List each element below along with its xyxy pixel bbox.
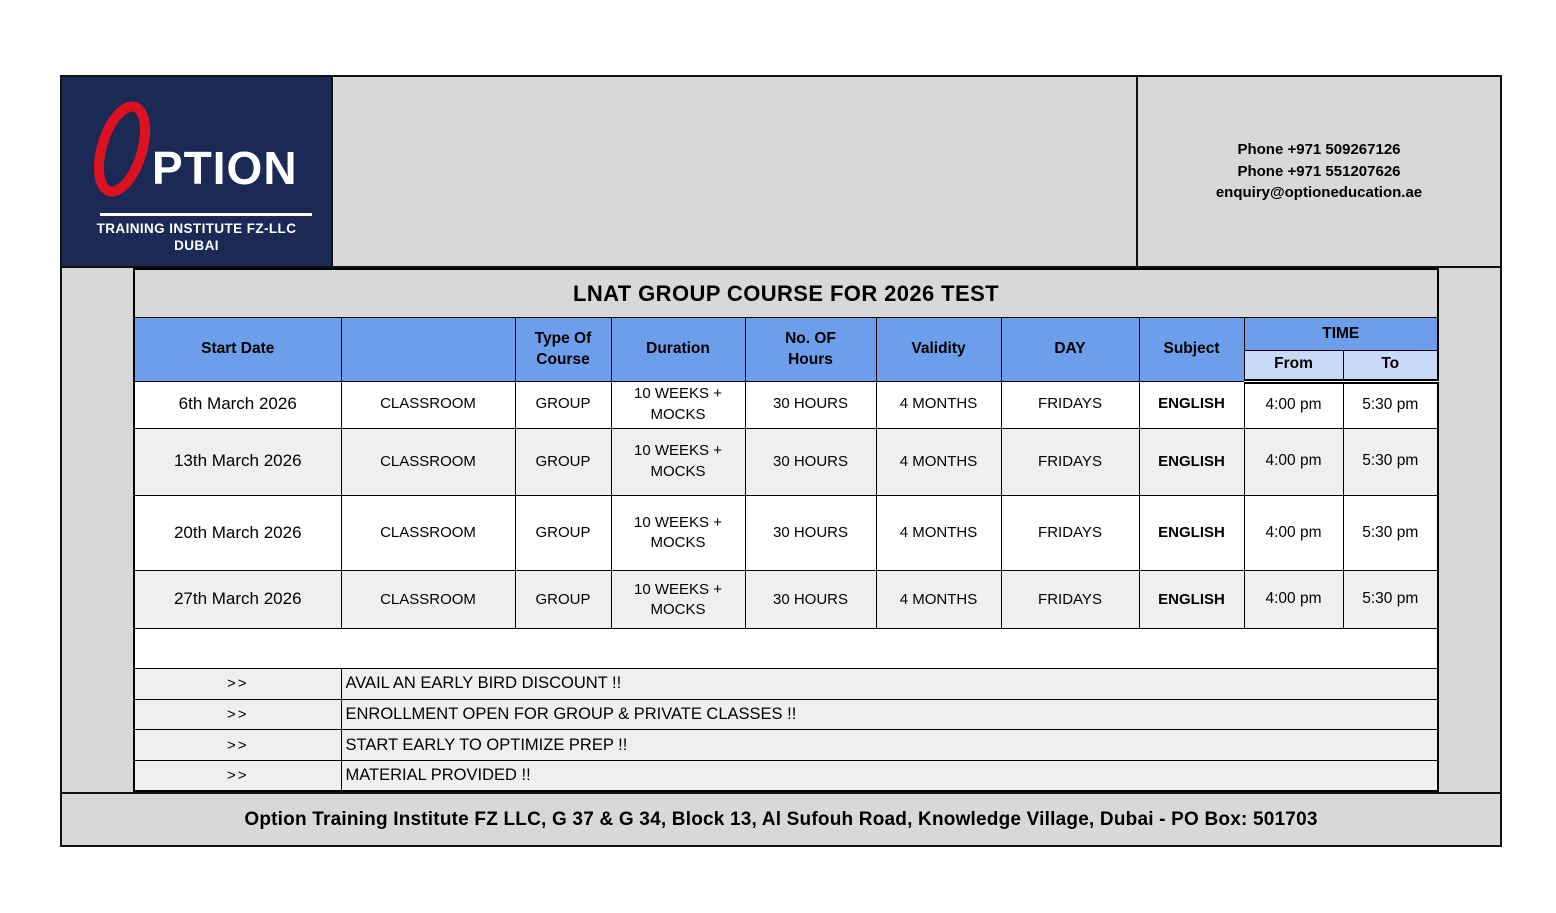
header-band bbox=[62, 77, 1500, 268]
cell-type-of-course: GROUP bbox=[515, 571, 611, 629]
cell-no-of-hours: 30 HOURS bbox=[745, 381, 876, 428]
logo-block bbox=[62, 77, 333, 266]
table-title-row bbox=[134, 269, 1438, 318]
cell-time-to: 5:30 pm bbox=[1343, 571, 1438, 629]
column-header-to: To bbox=[1343, 351, 1438, 382]
logo-subtitle-line2: DUBAI bbox=[174, 238, 219, 253]
column-header-mode bbox=[341, 318, 515, 381]
note-row bbox=[134, 730, 1438, 761]
contact-info bbox=[1136, 77, 1500, 266]
column-header-type-of-course: Type Of Course bbox=[515, 318, 611, 381]
option-o-icon bbox=[92, 99, 152, 199]
column-header-no-of-hours: No. OF Hours bbox=[745, 318, 876, 381]
footer-band bbox=[62, 792, 1500, 845]
note-text: START EARLY TO OPTIMIZE PREP !! bbox=[341, 730, 1438, 761]
logo-divider bbox=[100, 213, 312, 216]
column-header-row bbox=[134, 318, 1438, 351]
cell-duration: 10 WEEKS + MOCKS bbox=[611, 495, 745, 570]
cell-day: FRIDAYS bbox=[1001, 381, 1139, 428]
email-line: enquiry@optioneducation.ae bbox=[1215, 184, 1423, 202]
cell-duration: 10 WEEKS + MOCKS bbox=[611, 571, 745, 629]
cell-validity: 4 MONTHS bbox=[876, 428, 1001, 495]
cell-time-to: 5:30 pm bbox=[1343, 428, 1438, 495]
cell-type-of-course: GROUP bbox=[515, 495, 611, 570]
left-margin bbox=[62, 268, 133, 792]
cell-type-of-course: GROUP bbox=[515, 381, 611, 428]
cell-time-from: 4:00 pm bbox=[1244, 428, 1343, 495]
cell-no-of-hours: 30 HOURS bbox=[745, 428, 876, 495]
column-header-start-date: Start Date bbox=[134, 318, 341, 381]
footer-address: Option Training Institute FZ LLC, G 37 & G 34, Block 13, Al Sufouh Road, Knowledge Village, Dubai - PO Box: 501703 bbox=[244, 808, 1318, 830]
cell-validity: 4 MONTHS bbox=[876, 571, 1001, 629]
cell-time-from: 4:00 pm bbox=[1244, 381, 1343, 428]
cell-mode: CLASSROOM bbox=[341, 571, 515, 629]
schedule-table bbox=[133, 268, 1439, 792]
column-header-day: DAY bbox=[1001, 318, 1139, 381]
cell-day: FRIDAYS bbox=[1001, 571, 1139, 629]
note-row bbox=[134, 760, 1438, 791]
cell-start-date: 6th March 2026 bbox=[134, 381, 341, 428]
cell-validity: 4 MONTHS bbox=[876, 381, 1001, 428]
note-marker: >> bbox=[134, 730, 341, 761]
cell-mode: CLASSROOM bbox=[341, 381, 515, 428]
note-text: MATERIAL PROVIDED !! bbox=[341, 760, 1438, 791]
header-spacer bbox=[333, 77, 1136, 266]
cell-subject: ENGLISH bbox=[1139, 428, 1244, 495]
cell-mode: CLASSROOM bbox=[341, 428, 515, 495]
cell-time-from: 4:00 pm bbox=[1244, 571, 1343, 629]
table-row bbox=[134, 381, 1438, 428]
logo-subtitle-line1: TRAINING INSTITUTE FZ-LLC bbox=[96, 221, 297, 236]
note-row bbox=[134, 669, 1438, 700]
note-marker: >> bbox=[134, 669, 341, 700]
phone-line-1: Phone +971 509267126 bbox=[1237, 141, 1401, 159]
note-text: ENROLLMENT OPEN FOR GROUP & PRIVATE CLASSES !! bbox=[341, 699, 1438, 730]
cell-type-of-course: GROUP bbox=[515, 428, 611, 495]
cell-time-from: 4:00 pm bbox=[1244, 495, 1343, 570]
column-header-duration: Duration bbox=[611, 318, 745, 381]
cell-time-to: 5:30 pm bbox=[1343, 495, 1438, 570]
spacer-row bbox=[134, 629, 1438, 669]
note-marker: >> bbox=[134, 699, 341, 730]
brand-name: PTION bbox=[152, 142, 298, 194]
page-title: LNAT GROUP COURSE FOR 2026 TEST bbox=[134, 269, 1438, 318]
note-marker: >> bbox=[134, 760, 341, 791]
column-header-subject: Subject bbox=[1139, 318, 1244, 381]
cell-start-date: 13th March 2026 bbox=[134, 428, 341, 495]
right-margin bbox=[1439, 268, 1500, 792]
phone-line-2: Phone +971 551207626 bbox=[1237, 162, 1401, 180]
table-row bbox=[134, 428, 1438, 495]
table-row bbox=[134, 571, 1438, 629]
cell-subject: ENGLISH bbox=[1139, 571, 1244, 629]
cell-day: FRIDAYS bbox=[1001, 428, 1139, 495]
cell-validity: 4 MONTHS bbox=[876, 495, 1001, 570]
spacer-cell bbox=[134, 629, 1438, 669]
column-header-time: TIME bbox=[1244, 318, 1438, 351]
cell-start-date: 27th March 2026 bbox=[134, 571, 341, 629]
cell-duration: 10 WEEKS + MOCKS bbox=[611, 428, 745, 495]
cell-day: FRIDAYS bbox=[1001, 495, 1139, 570]
cell-duration: 10 WEEKS + MOCKS bbox=[611, 381, 745, 428]
cell-subject: ENGLISH bbox=[1139, 495, 1244, 570]
cell-no-of-hours: 30 HOURS bbox=[745, 571, 876, 629]
table-row bbox=[134, 495, 1438, 570]
cell-time-to: 5:30 pm bbox=[1343, 381, 1438, 428]
document-sheet bbox=[60, 75, 1502, 847]
main-band bbox=[62, 268, 1500, 792]
cell-subject: ENGLISH bbox=[1139, 381, 1244, 428]
note-text: AVAIL AN EARLY BIRD DISCOUNT !! bbox=[341, 669, 1438, 700]
cell-start-date: 20th March 2026 bbox=[134, 495, 341, 570]
cell-no-of-hours: 30 HOURS bbox=[745, 495, 876, 570]
cell-mode: CLASSROOM bbox=[341, 495, 515, 570]
column-header-from: From bbox=[1244, 351, 1343, 382]
column-header-validity: Validity bbox=[876, 318, 1001, 381]
note-row bbox=[134, 699, 1438, 730]
